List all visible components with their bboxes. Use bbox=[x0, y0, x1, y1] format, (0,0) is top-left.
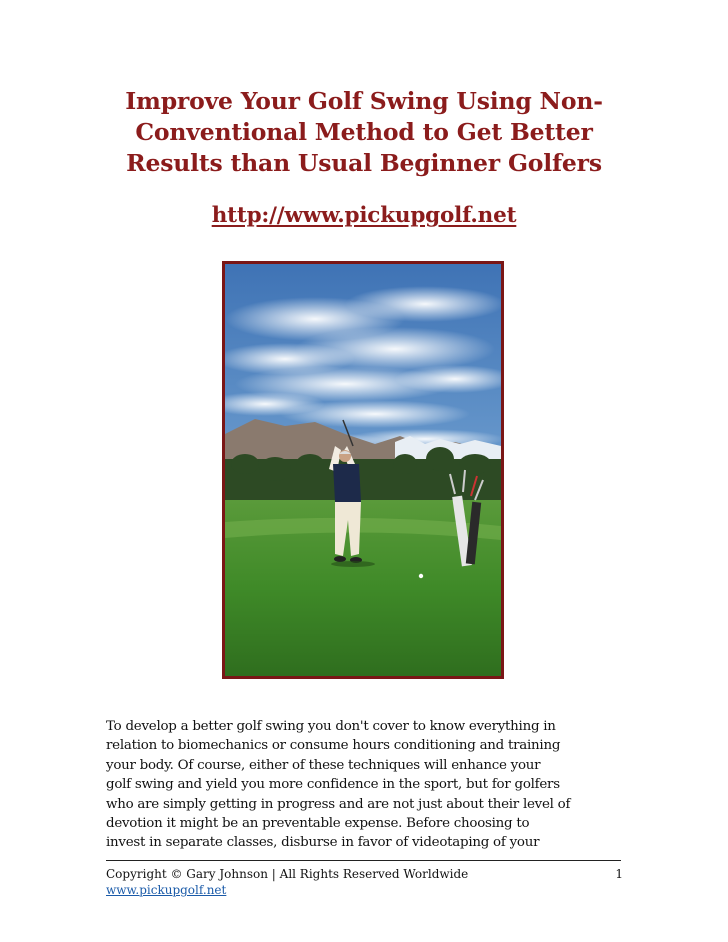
body-line: relation to biomechanics or consume hours conditioning and training bbox=[106, 738, 561, 754]
title-line: Improve Your Golf Swing Using Non- bbox=[125, 87, 603, 115]
document-title bbox=[100, 86, 628, 179]
title-line: Results than Usual Beginner Golfers bbox=[126, 149, 602, 177]
title-line: Conventional Method to Get Better bbox=[135, 118, 593, 146]
body-line: your body. Of course, either of these techniques will enhance your bbox=[106, 757, 541, 773]
page-number: 1 bbox=[615, 867, 623, 881]
body-line: invest in separate classes, disburse in favor of videotaping of your bbox=[106, 835, 540, 851]
page-footer bbox=[106, 866, 626, 898]
footer-divider bbox=[106, 860, 621, 861]
body-paragraph bbox=[106, 717, 626, 853]
body-line: who are simply getting in progress and are not just about their level of bbox=[106, 796, 571, 812]
website-link[interactable]: http://www.pickupgolf.net bbox=[211, 203, 517, 228]
golfer-photo-frame bbox=[222, 261, 504, 679]
golfer-photo bbox=[225, 264, 501, 676]
body-line: devotion it might be an preventable expense. Before choosing to bbox=[106, 816, 530, 832]
body-line: To develop a better golf swing you don't cover to know everything in bbox=[106, 719, 556, 734]
copyright-notice: Copyright © Gary Johnson | All Rights Reserved Worldwide bbox=[106, 867, 469, 881]
body-line: golf swing and yield you more confidence in the sport, but for golfers bbox=[106, 777, 560, 793]
footer-site-link[interactable]: www.pickupgolf.net bbox=[106, 883, 227, 897]
